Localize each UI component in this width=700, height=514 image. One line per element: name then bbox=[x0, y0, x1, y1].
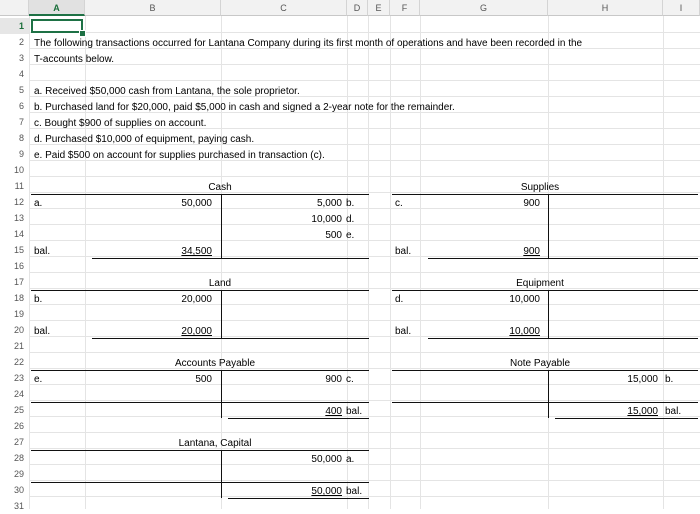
row-header[interactable]: 19 bbox=[0, 306, 29, 322]
intro-line-1: The following transactions occurred for Lantana Company during its first month of operations and have been recorded in the bbox=[34, 38, 583, 49]
equipment-bal-label: bal. bbox=[395, 326, 412, 337]
accounts-payable-credit-value: 900 bbox=[325, 374, 342, 385]
gridline bbox=[29, 32, 700, 33]
row-header[interactable]: 1 bbox=[0, 18, 29, 34]
row-header[interactable]: 21 bbox=[0, 338, 29, 354]
row-header[interactable]: 17 bbox=[0, 274, 29, 290]
accounts-payable-mid-line bbox=[31, 402, 369, 403]
gridline bbox=[29, 256, 700, 257]
gridline bbox=[29, 176, 700, 177]
land-bal-label: bal. bbox=[34, 326, 51, 337]
gridline bbox=[29, 304, 700, 305]
gridline bbox=[29, 368, 700, 369]
lantana-capital-title: Lantana, Capital bbox=[178, 438, 252, 449]
transaction-e: e. Paid $500 on account for supplies purchased in transaction (c). bbox=[34, 150, 325, 161]
cash-credit-value: 5,000 bbox=[316, 198, 342, 209]
accounts-payable-debit-label: e. bbox=[34, 374, 43, 385]
row-header[interactable]: 5 bbox=[0, 82, 29, 98]
row-header[interactable]: 2 bbox=[0, 34, 29, 50]
land-debit-label: b. bbox=[34, 294, 43, 305]
row-header[interactable]: 10 bbox=[0, 162, 29, 178]
cash-debit-value: 50,000 bbox=[181, 198, 212, 209]
cash-credit-label: e. bbox=[346, 230, 355, 241]
gridline bbox=[368, 16, 369, 509]
equipment-debit-value: 10,000 bbox=[509, 294, 540, 305]
supplies-debit-value: 900 bbox=[523, 198, 540, 209]
supplies-title: Supplies bbox=[520, 182, 560, 193]
row-header[interactable]: 11 bbox=[0, 178, 29, 194]
note-payable-bal-value: 15,000 bbox=[627, 406, 658, 417]
land-title: Land bbox=[208, 278, 232, 289]
equipment-title: Equipment bbox=[516, 278, 564, 289]
gridline bbox=[29, 240, 700, 241]
column-header-h[interactable]: H bbox=[548, 0, 663, 16]
supplies-debit-label: c. bbox=[395, 198, 403, 209]
row-header[interactable]: 31 bbox=[0, 498, 29, 514]
gridline bbox=[29, 192, 700, 193]
gridline bbox=[390, 16, 391, 509]
lantana-capital-top-line bbox=[31, 450, 369, 451]
row-header[interactable]: 14 bbox=[0, 226, 29, 242]
column-header-a[interactable]: A bbox=[29, 0, 85, 16]
gridline bbox=[29, 16, 30, 509]
transaction-b: b. Purchased land for $20,000, paid $5,000 in cash and signed a 2-year note for the remainder. bbox=[34, 102, 455, 113]
gridline bbox=[29, 208, 700, 209]
note-payable-title: Note Payable bbox=[509, 358, 571, 369]
cash-credit-value: 10,000 bbox=[311, 214, 342, 225]
equipment-balance-line bbox=[428, 338, 698, 339]
select-all-corner[interactable] bbox=[0, 0, 29, 16]
supplies-divider bbox=[548, 194, 549, 258]
land-top-line bbox=[31, 290, 369, 291]
lantana-capital-credit-label: a. bbox=[346, 454, 355, 465]
row-header[interactable]: 30 bbox=[0, 482, 29, 498]
equipment-top-line bbox=[392, 290, 698, 291]
cash-debit-label: a. bbox=[34, 198, 43, 209]
note-payable-top-line bbox=[392, 370, 698, 371]
note-payable-bal-label: bal. bbox=[665, 406, 682, 417]
gridline bbox=[29, 320, 700, 321]
lantana-capital-divider bbox=[221, 450, 222, 498]
land-bal-value: 20,000 bbox=[181, 326, 212, 337]
cash-title: Cash bbox=[208, 182, 232, 193]
active-cell-a1[interactable] bbox=[31, 19, 83, 33]
row-header[interactable]: 18 bbox=[0, 290, 29, 306]
supplies-bal-value: 900 bbox=[523, 246, 540, 257]
row-header[interactable]: 27 bbox=[0, 434, 29, 450]
row-header[interactable]: 20 bbox=[0, 322, 29, 338]
gridline bbox=[663, 16, 664, 509]
gridline bbox=[29, 352, 700, 353]
accounts-payable-bal-label: bal. bbox=[346, 406, 363, 417]
transaction-d: d. Purchased $10,000 of equipment, paying cash. bbox=[34, 134, 255, 145]
gridline bbox=[29, 80, 700, 81]
lantana-capital-bal-value: 50,000 bbox=[311, 486, 342, 497]
row-header[interactable]: 25 bbox=[0, 402, 29, 418]
gridline bbox=[29, 432, 700, 433]
gridline bbox=[29, 496, 700, 497]
row-header[interactable]: 24 bbox=[0, 386, 29, 402]
land-debit-value: 20,000 bbox=[181, 294, 212, 305]
gridline bbox=[29, 336, 700, 337]
gridline bbox=[347, 16, 348, 509]
gridline bbox=[29, 224, 700, 225]
row-header[interactable]: 6 bbox=[0, 98, 29, 114]
row-header[interactable]: 3 bbox=[0, 50, 29, 66]
lantana-capital-mid-line bbox=[31, 482, 369, 483]
row-header[interactable]: 12 bbox=[0, 194, 29, 210]
row-header[interactable]: 9 bbox=[0, 146, 29, 162]
cash-bal-label: bal. bbox=[34, 246, 51, 257]
land-divider bbox=[221, 290, 222, 338]
supplies-bal-label: bal. bbox=[395, 246, 412, 257]
column-header-d[interactable]: D bbox=[347, 0, 368, 16]
cash-bal-value: 34,500 bbox=[181, 246, 212, 257]
row-header[interactable]: 26 bbox=[0, 418, 29, 434]
column-header-c[interactable]: C bbox=[221, 0, 347, 16]
column-header-b[interactable]: B bbox=[85, 0, 221, 16]
accounts-payable-title: Accounts Payable bbox=[174, 358, 256, 369]
gridline bbox=[420, 16, 421, 509]
accounts-payable-credit-label: c. bbox=[346, 374, 354, 385]
cash-top-line bbox=[31, 194, 369, 195]
accounts-payable-bal-value: 400 bbox=[325, 406, 342, 417]
supplies-top-line bbox=[392, 194, 698, 195]
row-header[interactable]: 4 bbox=[0, 66, 29, 82]
accounts-payable-debit-value: 500 bbox=[195, 374, 212, 385]
gridline bbox=[29, 480, 700, 481]
intro-line-2: T-accounts below. bbox=[34, 54, 115, 65]
cash-credit-label: b. bbox=[346, 198, 355, 209]
land-balance-line bbox=[92, 338, 369, 339]
cash-credit-label: d. bbox=[346, 214, 355, 225]
gridline bbox=[29, 448, 700, 449]
gridline bbox=[29, 288, 700, 289]
cash-balance-line bbox=[92, 258, 369, 259]
equipment-divider bbox=[548, 290, 549, 338]
row-header[interactable]: 15 bbox=[0, 242, 29, 258]
gridline bbox=[29, 464, 700, 465]
row-header[interactable]: 28 bbox=[0, 450, 29, 466]
column-header-g[interactable]: G bbox=[420, 0, 548, 16]
note-payable-divider bbox=[548, 370, 549, 418]
row-header[interactable]: 8 bbox=[0, 130, 29, 146]
row-header[interactable]: 22 bbox=[0, 354, 29, 370]
accounts-payable-top-line bbox=[31, 370, 369, 371]
note-payable-credit-value: 15,000 bbox=[627, 374, 658, 385]
column-header-f[interactable]: F bbox=[390, 0, 420, 16]
supplies-balance-line bbox=[428, 258, 698, 259]
row-header[interactable]: 7 bbox=[0, 114, 29, 130]
note-payable-mid-line bbox=[392, 402, 698, 403]
gridline bbox=[548, 16, 549, 509]
transaction-a: a. Received $50,000 cash from Lantana, the sole proprietor. bbox=[34, 86, 300, 97]
fill-handle[interactable] bbox=[79, 30, 86, 37]
equipment-bal-value: 10,000 bbox=[509, 326, 540, 337]
column-header-e[interactable]: E bbox=[368, 0, 390, 16]
note-payable-credit-label: b. bbox=[665, 374, 674, 385]
row-header[interactable]: 13 bbox=[0, 210, 29, 226]
gridline bbox=[29, 64, 700, 65]
accounts-payable-divider bbox=[221, 370, 222, 418]
transaction-c: c. Bought $900 of supplies on account. bbox=[34, 118, 207, 129]
gridline bbox=[29, 400, 700, 401]
cash-divider bbox=[221, 194, 222, 258]
equipment-debit-label: d. bbox=[395, 294, 404, 305]
lantana-capital-credit-value: 50,000 bbox=[311, 454, 342, 465]
row-header[interactable]: 16 bbox=[0, 258, 29, 274]
cash-credit-value: 500 bbox=[325, 230, 342, 241]
gridline bbox=[29, 272, 700, 273]
row-header[interactable]: 29 bbox=[0, 466, 29, 482]
row-header[interactable]: 23 bbox=[0, 370, 29, 386]
column-header-i[interactable]: I bbox=[663, 0, 700, 16]
lantana-capital-bal-label: bal. bbox=[346, 486, 363, 497]
